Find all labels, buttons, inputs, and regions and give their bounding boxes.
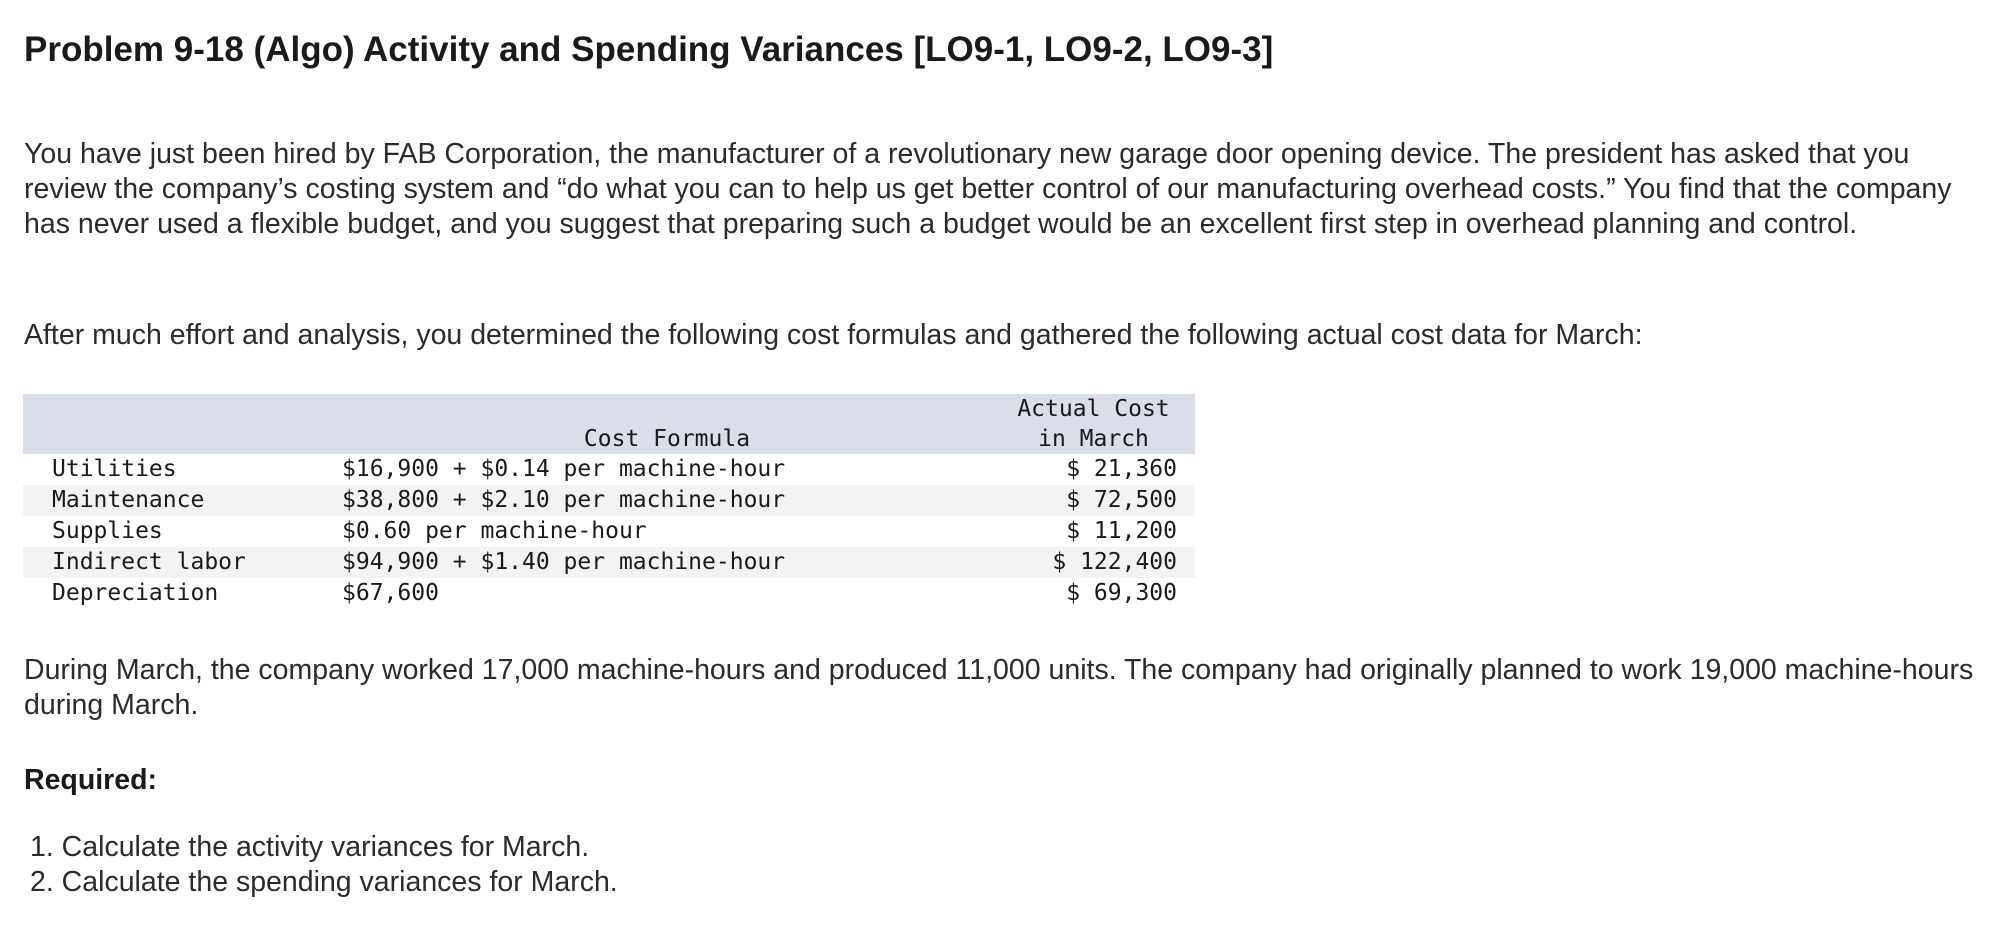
- row-item: Supplies: [52, 518, 163, 544]
- header-actual-line2: in March: [992, 424, 1195, 454]
- row-actual: $ 11,200: [1066, 518, 1177, 544]
- row-item: Depreciation: [52, 580, 219, 606]
- intro-paragraph: You have just been hired by FAB Corporation, the manufacturer of a revolutionary new garage door opening device. The president has asked that you review the company’s costing system and “do what you can to help us get better control of our manufacturing overhead costs.” You find that the company has never used a flexible budget, and you suggest that preparing such a budget would be an excellent first step in overhead planning and control.: [24, 138, 1952, 240]
- list-item: 1. Calculate the activity variances for March.: [30, 831, 590, 863]
- row-formula: $38,800 + $2.10 per machine-hour: [342, 485, 992, 516]
- table-header-row: [23, 394, 1195, 424]
- cost-formula-table: [23, 394, 1195, 609]
- row-actual: $ 72,500: [992, 485, 1195, 516]
- row-item: Maintenance: [23, 485, 342, 516]
- list-item: 2. Calculate the spending variances for March.: [30, 866, 618, 898]
- required-label: Required:: [24, 764, 158, 796]
- row-actual: $ 122,400: [992, 547, 1195, 578]
- requirements-list: [24, 830, 618, 900]
- header-cost-formula: Cost Formula: [342, 424, 992, 454]
- page-title: Problem 9-18 (Algo) Activity and Spending Variances [LO9-1, LO9-2, LO9-3]: [24, 30, 1274, 69]
- table-intro-paragraph: After much effort and analysis, you determined the following cost formulas and gathered the following actual cost data for March:: [24, 319, 1643, 351]
- row-formula: $67,600: [342, 580, 439, 606]
- row-formula: $94,900 + $1.40 per machine-hour: [342, 547, 992, 578]
- table-row: [23, 485, 1195, 516]
- machine-hours-paragraph: During March, the company worked 17,000 machine-hours and produced 11,000 units. The company had originally planned to work 19,000 machine-hours during March.: [24, 654, 1974, 721]
- header-actual-line1: Actual Cost: [992, 394, 1195, 424]
- table-row: [23, 578, 1195, 609]
- table-row: [23, 547, 1195, 578]
- row-formula: $16,900 + $0.14 per machine-hour: [342, 456, 786, 482]
- row-formula: $0.60 per machine-hour: [342, 518, 647, 544]
- row-item: Utilities: [52, 456, 177, 482]
- table-header-row: [23, 424, 1195, 454]
- table-row: [23, 516, 1195, 547]
- row-actual: $ 21,360: [1066, 456, 1177, 482]
- row-actual: $ 69,300: [1066, 580, 1177, 606]
- row-item: Indirect labor: [23, 547, 342, 578]
- table-row: [23, 454, 1195, 485]
